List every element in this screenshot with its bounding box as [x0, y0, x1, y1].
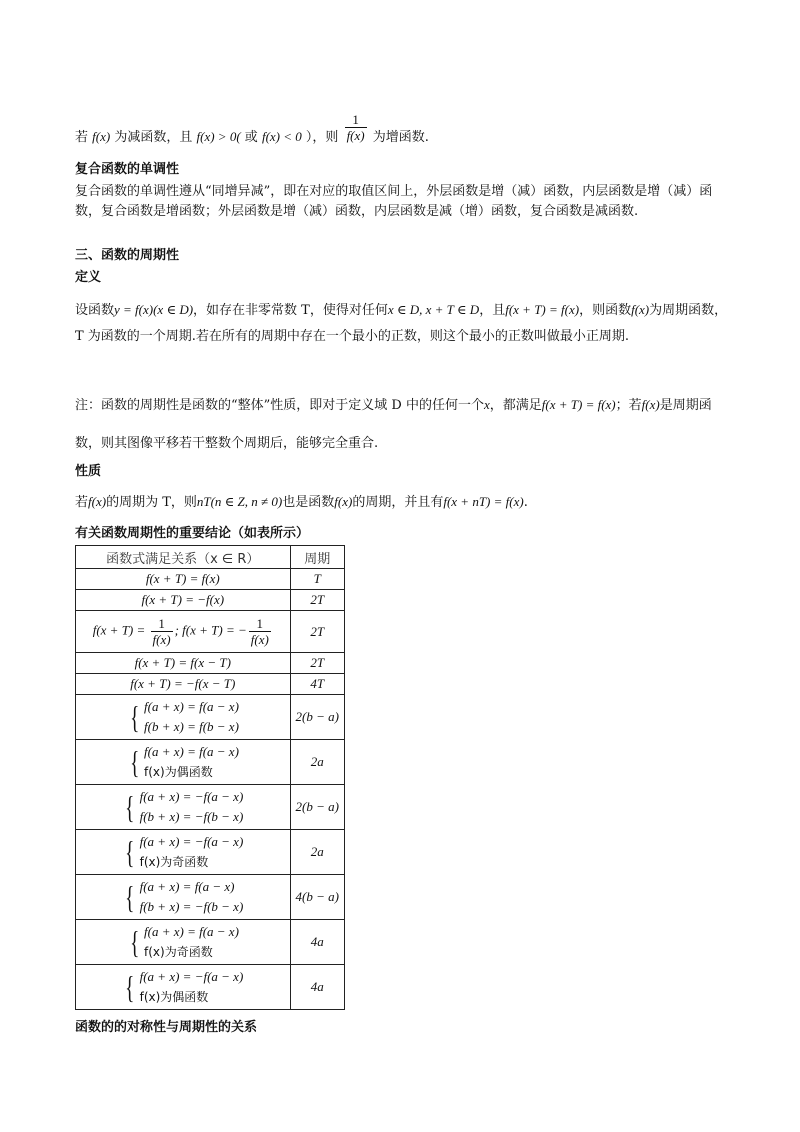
table-row: [76, 653, 345, 674]
row-period: 2a: [290, 830, 344, 875]
row-expression: [76, 695, 291, 740]
row-period: 2a: [290, 740, 344, 785]
table-row: [76, 830, 345, 875]
property-paragraph: [75, 492, 735, 513]
intro-text-then: ），则: [305, 130, 339, 145]
left-brace-icon: {: [125, 879, 135, 915]
row-expression: [76, 920, 291, 965]
table-row: [76, 740, 345, 785]
section3-heading: 三、函数的周期性: [75, 248, 180, 263]
prop-text-3: 也是函数: [282, 495, 335, 510]
row-expression: [76, 611, 291, 653]
table-heading: 有关函数周期性的重要结论（如表所示）: [75, 526, 310, 541]
row-period: 4a: [290, 965, 344, 1010]
def-math-4: f(x): [631, 302, 650, 317]
def-text-3: ，且: [479, 303, 506, 318]
definition-note: [75, 386, 735, 463]
periodicity-table: [75, 545, 345, 1010]
expr-part: ; f(x + T) = −: [174, 622, 247, 638]
left-brace-icon: {: [125, 834, 135, 870]
note-text-4: 是周期函数，则其图像平移若干整数个周期后，能够完全重合.: [75, 398, 712, 451]
note-text-2: ，都满足: [489, 398, 542, 413]
intro-math-fx: f(x): [92, 129, 111, 144]
table-row: [76, 785, 345, 830]
prop-math-2: nT(n ∈ Z, n ≠ 0): [196, 494, 283, 509]
prop-text-2: 的周期为 T，则: [106, 495, 197, 510]
row-period: 2T: [290, 611, 344, 653]
note-math-2: f(x + T) = f(x): [541, 397, 616, 412]
system-line: f(a + x) = f(a − x): [144, 744, 239, 759]
definition-heading: 定义: [75, 270, 102, 285]
prop-text-4: 的周期，并且有: [352, 495, 444, 510]
prop-text-1: 若: [75, 495, 89, 510]
def-text-4: ，则函数: [579, 303, 632, 318]
def-text-1: 设函数: [75, 303, 115, 318]
intro-math-cond1: f(x) > 0(: [196, 129, 241, 144]
intro-line: [75, 112, 735, 153]
row-period: 4a: [290, 920, 344, 965]
composite-body: 复合函数的单调性遵从“同增异减”，即在对应的取值区间上，外层函数是增（减）函数，内层函数是增（减）函数，复合函数是增函数；外层函数是增（减）函数，内层函数是减（增）函数，复合函数是减函数.: [75, 184, 713, 219]
intro-text-or: 或: [244, 130, 258, 145]
system-line: f(b + x) = −f(b − x): [139, 899, 244, 914]
row-expression: f(x + T) = −f(x): [76, 590, 291, 611]
table-row: [76, 920, 345, 965]
property-heading: 性质: [75, 464, 102, 479]
expr-part: f(x + T) =: [92, 622, 149, 638]
definition-paragraph: [75, 297, 735, 350]
footer-heading: 函数的的对称性与周期性的关系: [75, 1020, 258, 1035]
note-text-1: 注：函数的周期性是函数的“整体”性质，即对于定义域 D 中的任何一个: [75, 398, 484, 413]
left-brace-icon: {: [129, 924, 139, 960]
intro-reciprocal-fraction: [345, 112, 367, 143]
prop-text-5: .: [523, 495, 528, 510]
row-expression: [76, 830, 291, 875]
expr-fraction: [249, 616, 271, 647]
prop-math-1: f(x): [88, 494, 107, 509]
fraction-numerator: 1: [249, 616, 271, 632]
note-math-1: x: [483, 397, 490, 412]
header-period: 周期: [290, 546, 344, 569]
expr-fraction: [151, 616, 173, 647]
left-brace-icon: {: [125, 969, 135, 1005]
system-line: f(b + x) = −f(b − x): [139, 809, 244, 824]
row-period: 2(b − a): [290, 695, 344, 740]
table-row: [76, 695, 345, 740]
row-expression: [76, 875, 291, 920]
system-line: f(x)为奇函数: [139, 855, 209, 869]
table-header-row: [76, 546, 345, 569]
row-expression: [76, 740, 291, 785]
left-brace-icon: {: [125, 789, 135, 825]
composite-heading: 复合函数的单调性: [75, 162, 180, 177]
row-expression: f(x + T) = −f(x − T): [76, 674, 291, 695]
row-period: 2T: [290, 590, 344, 611]
table-row: [76, 674, 345, 695]
row-expression: f(x + T) = f(x − T): [76, 653, 291, 674]
system-line: f(b + x) = f(b − x): [144, 719, 239, 734]
def-text-5: 为周期函数，T 为函数的一个周期.若在所有的周期中存在一个最小的正数，则这个最小的正数叫做最小正周期.: [75, 303, 728, 344]
header-expression: 函数式满足关系（x ∈ R）: [76, 546, 291, 569]
row-period: T: [290, 569, 344, 590]
fraction-numerator: 1: [345, 112, 367, 128]
row-period: 4(b − a): [290, 875, 344, 920]
row-expression: [76, 785, 291, 830]
system-line: f(x)为偶函数: [139, 990, 209, 1004]
system-line: f(x)为奇函数: [144, 945, 213, 959]
intro-text-increasing: 为增函数.: [372, 130, 429, 145]
left-brace-icon: {: [129, 699, 139, 735]
row-expression: [76, 965, 291, 1010]
system-line: f(a + x) = −f(a − x): [139, 969, 244, 984]
row-period: 2T: [290, 653, 344, 674]
fraction-numerator: 1: [151, 616, 173, 632]
system-line: f(x)为偶函数: [144, 765, 213, 779]
prop-math-4: f(x + nT) = f(x): [443, 494, 524, 509]
system-line: f(a + x) = −f(a − x): [139, 789, 244, 804]
system-line: f(a + x) = f(a − x): [144, 924, 239, 939]
intro-text-ruo: 若: [75, 130, 89, 145]
note-math-3: f(x): [641, 397, 660, 412]
table-row: [76, 965, 345, 1010]
system-line: f(a + x) = −f(a − x): [139, 834, 244, 849]
intro-math-cond2: f(x) < 0: [261, 129, 302, 144]
fraction-denominator: f(x): [346, 128, 365, 143]
intro-text-decreasing: 为减函数，且: [114, 130, 193, 145]
def-math-3: f(x + T) = f(x): [505, 302, 580, 317]
row-expression: f(x + T) = f(x): [76, 569, 291, 590]
table-row: [76, 875, 345, 920]
row-period: 2(b − a): [290, 785, 344, 830]
fraction-denominator: f(x): [250, 632, 269, 647]
def-math-1: y = f(x)(x ∈ D): [114, 302, 194, 317]
left-brace-icon: {: [129, 744, 139, 780]
system-line: f(a + x) = f(a − x): [139, 879, 235, 894]
table-row: [76, 569, 345, 590]
prop-math-3: f(x): [334, 494, 353, 509]
table-row: [76, 590, 345, 611]
def-math-2: x ∈ D, x + T ∈ D: [387, 302, 480, 317]
row-period: 4T: [290, 674, 344, 695]
system-line: f(a + x) = f(a − x): [144, 699, 239, 714]
note-text-3: ；若: [615, 398, 642, 413]
def-text-2: ，如存在非零常数 T，使得对任何: [193, 303, 388, 318]
table-row: [76, 611, 345, 653]
fraction-denominator: f(x): [152, 632, 171, 647]
